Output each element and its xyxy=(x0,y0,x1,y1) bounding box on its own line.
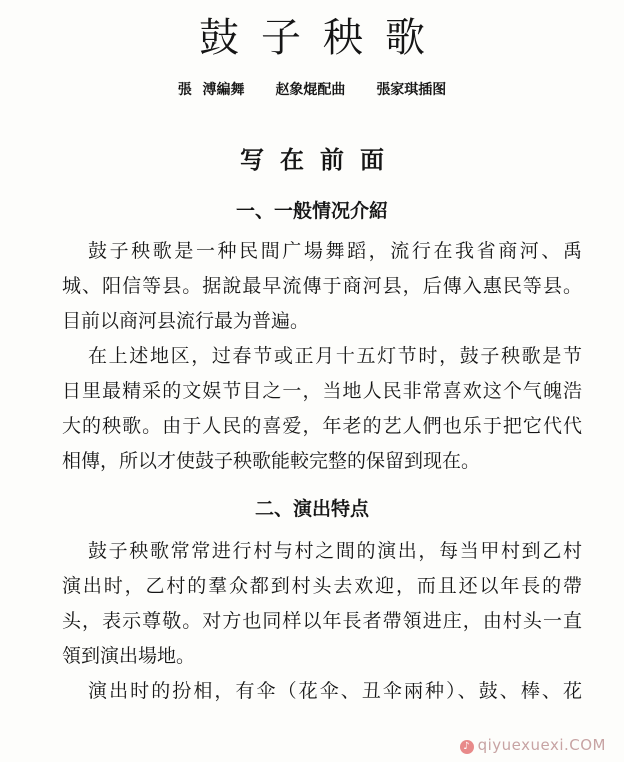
watermark xyxy=(460,736,606,754)
text-line: 大的秧歌。由于人民的喜爱，年老的艺人們也乐于把它代代 xyxy=(62,415,582,437)
text-line: 鼓子秧歌常常进行村与村之間的演出，每当甲村到乙村 xyxy=(88,540,582,562)
text-line: 日里最精采的文娱节目之一，当地人民非常喜欢这个气魄浩 xyxy=(62,380,582,402)
text-line: 城、阳信等县。据說最早流傳于商河县，后傳入惠民等县。 xyxy=(62,275,582,297)
text-line: 鼓子秧歌是一种民間广場舞蹈，流行在我省商河、禹 xyxy=(88,240,582,262)
paragraph xyxy=(62,674,582,709)
text-line: 演出时的扮相，有伞（花伞、丑伞兩种）、鼓、棒、花 xyxy=(88,680,582,702)
section-heading: 一、一般情况介紹 xyxy=(235,200,388,222)
text-line: 目前以商河县流行最为普遍。 xyxy=(62,310,310,332)
text-line: 头，表示尊敬。对方也同样以年長者帶領进庄，由村头一直 xyxy=(62,610,582,632)
paragraph xyxy=(62,534,582,674)
text-line: 領到演出場地。 xyxy=(62,645,196,667)
text-line: 演出时，乙村的羣众都到村头去欢迎，而且还以年長的帶 xyxy=(62,575,582,597)
credit-illustration: 張家琪插图 xyxy=(376,82,447,98)
watermark-text: qiyuexuexi.COM xyxy=(477,736,606,754)
paragraph xyxy=(62,234,582,339)
credit-choreography: 張 溥編舞 xyxy=(177,82,245,98)
credits-line xyxy=(0,79,624,99)
preface-heading: 写在前面 xyxy=(240,145,400,174)
section-heading: 二、演出特点 xyxy=(254,498,369,520)
music-note-icon: ♪ xyxy=(460,740,474,754)
paragraph xyxy=(62,339,582,479)
document-title: 鼓子秧歌 xyxy=(199,15,447,61)
text-line: 在上述地区，过春节或正月十五灯节时，鼓子秧歌是节 xyxy=(88,345,582,367)
credit-music: 赵象焜配曲 xyxy=(275,82,346,98)
text-line: 相傳，所以才使鼓子秧歌能較完整的保留到现在。 xyxy=(62,450,481,472)
